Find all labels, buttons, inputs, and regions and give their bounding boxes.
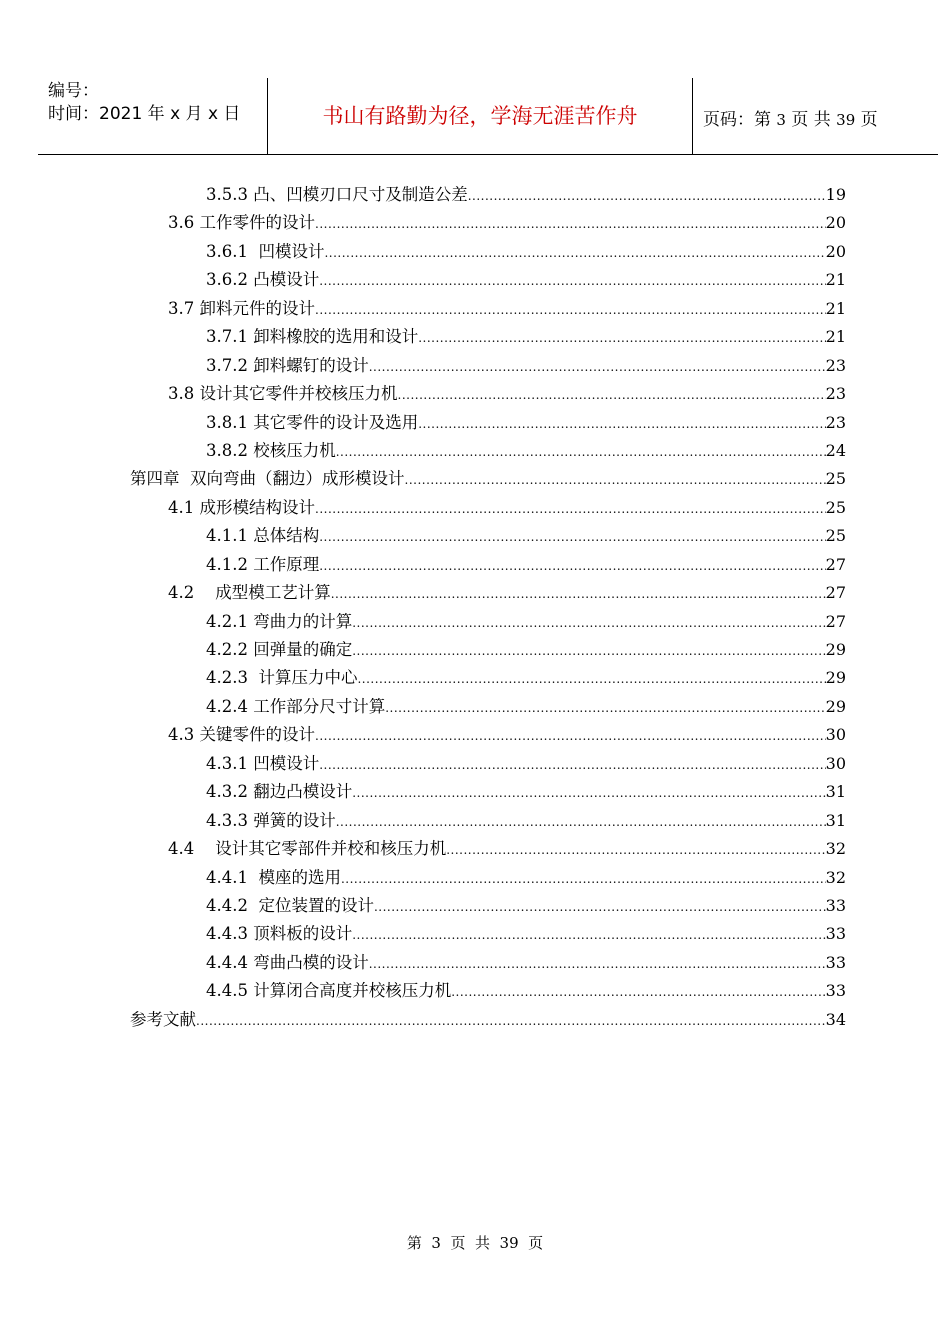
page-middle: 页 共 [785,110,837,130]
toc-entry[interactable] [0,295,950,323]
toc-entry-title: 3.7.2 卸料螺钉的设计 [206,355,369,375]
header-meta [48,80,262,126]
toc-entry-page: 20 [825,213,846,233]
toc-dot-leader [352,779,825,807]
toc-entry-page: 20 [825,241,846,261]
toc-entry[interactable] [0,352,950,380]
toc-entry-title: 4.1 成形模结构设计 [168,497,315,517]
toc-entry[interactable] [0,835,950,863]
toc-dot-leader [418,410,825,438]
toc-dot-leader [331,580,826,608]
toc-entry-page: 29 [825,640,846,659]
toc-entry-title: 参考文献 [130,1009,196,1029]
toc-dot-leader [418,324,825,352]
toc-dot-leader [341,865,826,893]
toc-entry-page: 32 [825,867,846,887]
toc-dot-leader [369,950,826,978]
page-prefix: 页码：第 [703,110,777,130]
doc-id-label: 编号： [48,81,99,101]
header-motto: 书山有路勤为径，学海无涯苦作舟 [322,104,638,128]
toc-dot-leader [315,210,826,238]
toc-entry-page: 23 [825,355,846,375]
toc-entry-page: 21 [825,327,846,347]
toc-entry-title: 4.2.2 回弹量的确定 [206,640,353,659]
toc-entry-page: 29 [825,668,846,688]
toc-dot-leader [385,694,825,722]
toc-entry-title: 4.1.1 总体结构 [206,526,320,546]
toc-dot-leader [319,267,825,295]
toc-dot-leader [357,665,825,693]
toc-entry[interactable] [0,693,950,721]
toc-dot-leader [374,893,826,921]
toc-dot-leader [352,637,825,665]
toc-entry-title: 3.7 卸料元件的设计 [168,298,315,318]
toc-entry-page: 32 [825,839,846,859]
toc-dot-leader [319,751,825,779]
toc-entry-page: 23 [825,412,846,432]
toc-entry[interactable] [0,409,950,437]
toc-entry-title: 3.8 设计其它零件并校核压力机 [168,384,398,404]
toc-entry[interactable] [0,266,950,294]
toc-entry-page: 19 [825,185,846,204]
toc-entry-page: 25 [825,497,846,517]
toc-entry-title: 4.2.4 工作部分尺寸计算 [206,696,386,716]
toc-entry-page: 23 [825,384,846,404]
page-footer: 第 3 页 共 39 页 [406,1234,544,1252]
page-current: 3 [776,111,786,129]
toc-entry-title: 4.3 关键零件的设计 [168,725,315,745]
toc-entry[interactable] [0,238,950,266]
table-of-contents [0,181,950,1034]
toc-entry[interactable] [0,181,950,209]
toc-entry-page: 30 [825,753,846,773]
toc-dot-leader [446,836,825,864]
toc-dot-leader [352,921,825,949]
toc-entry-title: 4.3.1 凹模设计 [206,753,320,773]
header-page-indicator [703,105,878,130]
toc-entry[interactable] [0,920,950,948]
toc-dot-leader [468,182,826,210]
toc-dot-leader [319,552,825,580]
toc-entry-page: 24 [825,440,846,460]
header-rule [38,154,938,155]
toc-entry-page: 31 [825,782,846,802]
toc-entry-page: 21 [825,298,846,318]
toc-entry-title: 第四章 双向弯曲（翻边）成形模设计 [130,469,405,489]
toc-entry-title: 4.4.3 顶料板的设计 [206,924,353,944]
page-suffix: 页 [855,110,878,130]
toc-entry-title: 4.4.1 模座的选用 [206,867,341,887]
toc-entry[interactable] [0,949,950,977]
toc-entry[interactable] [0,778,950,806]
toc-entry[interactable] [0,579,950,607]
header-divider-right [692,78,693,154]
toc-entry-title: 4.4.2 定位装置的设计 [206,895,374,915]
toc-entry[interactable] [0,608,950,636]
toc-entry-page: 21 [825,270,846,290]
toc-entry-page: 33 [825,981,846,1001]
page-total: 39 [836,111,856,129]
toc-entry-title: 4.3.2 翻边凸模设计 [206,782,353,802]
toc-dot-leader [324,239,825,267]
toc-dot-leader [451,978,825,1006]
toc-entry-page: 31 [825,810,846,830]
toc-entry-title: 3.5.3 凸、凹模刃口尺寸及制造公差 [206,185,468,204]
toc-entry-title: 4.2.1 弯曲力的计算 [206,611,353,631]
toc-entry-page: 29 [825,696,846,716]
toc-entry[interactable] [0,323,950,351]
toc-entry[interactable] [0,892,950,920]
toc-entry-page: 33 [825,924,846,944]
toc-entry-title: 3.6.1 凹模设计 [206,241,325,261]
toc-entry-page: 27 [825,611,846,631]
toc-entry-title: 4.4 设计其它零部件并校和核压力机 [168,839,447,859]
toc-entry[interactable] [0,864,950,892]
toc-entry[interactable] [0,551,950,579]
toc-dot-leader [315,722,826,750]
toc-dot-leader [352,609,825,637]
toc-entry-title: 4.2.3 计算压力中心 [206,668,358,688]
toc-dot-leader [398,381,826,409]
toc-dot-leader [336,808,826,836]
toc-entry[interactable] [0,750,950,778]
toc-dot-leader [196,1007,826,1035]
toc-entry-title: 3.7.1 卸料橡胶的选用和设计 [206,327,419,347]
toc-entry[interactable] [0,664,950,692]
toc-entry-title: 4.2 成型模工艺计算 [168,583,331,603]
toc-entry-title: 3.8.1 其它零件的设计及选用 [206,412,419,432]
date-label: 时间：2021 年 x 月 x 日 [48,104,241,124]
toc-dot-leader [405,466,826,494]
toc-entry-title: 4.4.5 计算闭合高度并校核压力机 [206,981,452,1001]
toc-entry-page: 33 [825,952,846,972]
toc-entry[interactable] [0,636,950,664]
toc-entry-page: 27 [825,583,846,603]
toc-dot-leader [315,296,826,324]
toc-entry-title: 3.6.2 凸模设计 [206,270,320,290]
toc-entry-page: 33 [825,895,846,915]
toc-entry[interactable] [0,465,950,493]
toc-dot-leader [369,353,826,381]
toc-entry-page: 30 [825,725,846,745]
toc-dot-leader [319,523,825,551]
toc-dot-leader [336,438,826,466]
toc-entry-title: 4.4.4 弯曲凸模的设计 [206,952,369,972]
toc-entry-title: 4.1.2 工作原理 [206,554,320,574]
toc-entry-title: 3.6 工作零件的设计 [168,213,315,233]
toc-entry[interactable] [0,380,950,408]
toc-entry-page: 27 [825,554,846,574]
toc-entry[interactable] [0,1006,950,1034]
toc-entry-title: 4.3.3 弹簧的设计 [206,810,336,830]
toc-entry[interactable] [0,437,950,465]
toc-entry[interactable] [0,494,950,522]
toc-entry[interactable] [0,209,950,237]
toc-entry-page: 25 [825,526,846,546]
toc-dot-leader [315,495,826,523]
toc-entry[interactable] [0,807,950,835]
toc-entry-title: 3.8.2 校核压力机 [206,440,336,460]
toc-entry-page: 34 [825,1009,846,1029]
toc-entry[interactable] [0,522,950,550]
toc-entry[interactable] [0,977,950,1005]
toc-entry-page: 25 [825,469,846,489]
toc-entry[interactable] [0,721,950,749]
